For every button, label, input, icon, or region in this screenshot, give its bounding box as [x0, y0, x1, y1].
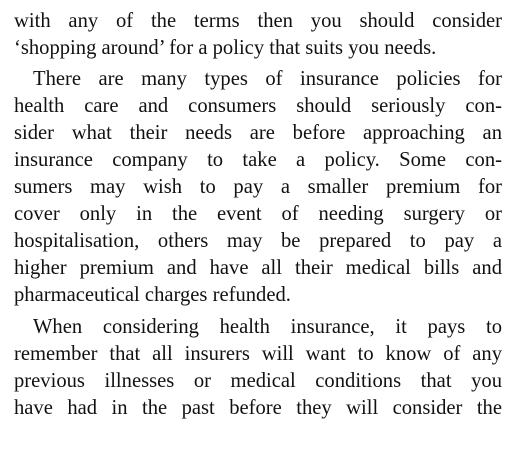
text-line: health care and consumers should seriously con- [14, 95, 502, 118]
text-line: cover only in the event of needing surgery or [14, 203, 502, 226]
text-line: There are many types of insurance policies for [33, 68, 502, 91]
text-line: previous illnesses or medical conditions that you [14, 369, 502, 392]
document-page [14, 8, 502, 422]
text-line: with any of the terms then you should consider [14, 10, 502, 32]
text-line: pharmaceutical charges refunded. [14, 284, 291, 307]
text-line: higher premium and have all their medical bills and [14, 257, 502, 280]
paragraph-shopping-around [14, 8, 502, 62]
text-line: remember that all insurers will want to know of any [14, 342, 502, 365]
text-line: ‘shopping around’ for a policy that suits you needs. [14, 37, 437, 60]
text-line: have had in the past before they will consider the [14, 396, 502, 419]
text-line: insurance company to take a policy. Some con- [14, 149, 502, 172]
paragraph-policy-types [14, 66, 502, 309]
text-line: sumers may wish to pay a smaller premium for [14, 176, 502, 199]
text-line: sider what their needs are before approaching an [14, 122, 502, 145]
paragraph-health-insurance [14, 314, 502, 422]
text-line: hospitalisation, others may be prepared to pay a [14, 230, 502, 253]
text-line: When considering health insurance, it pays to [33, 315, 502, 338]
